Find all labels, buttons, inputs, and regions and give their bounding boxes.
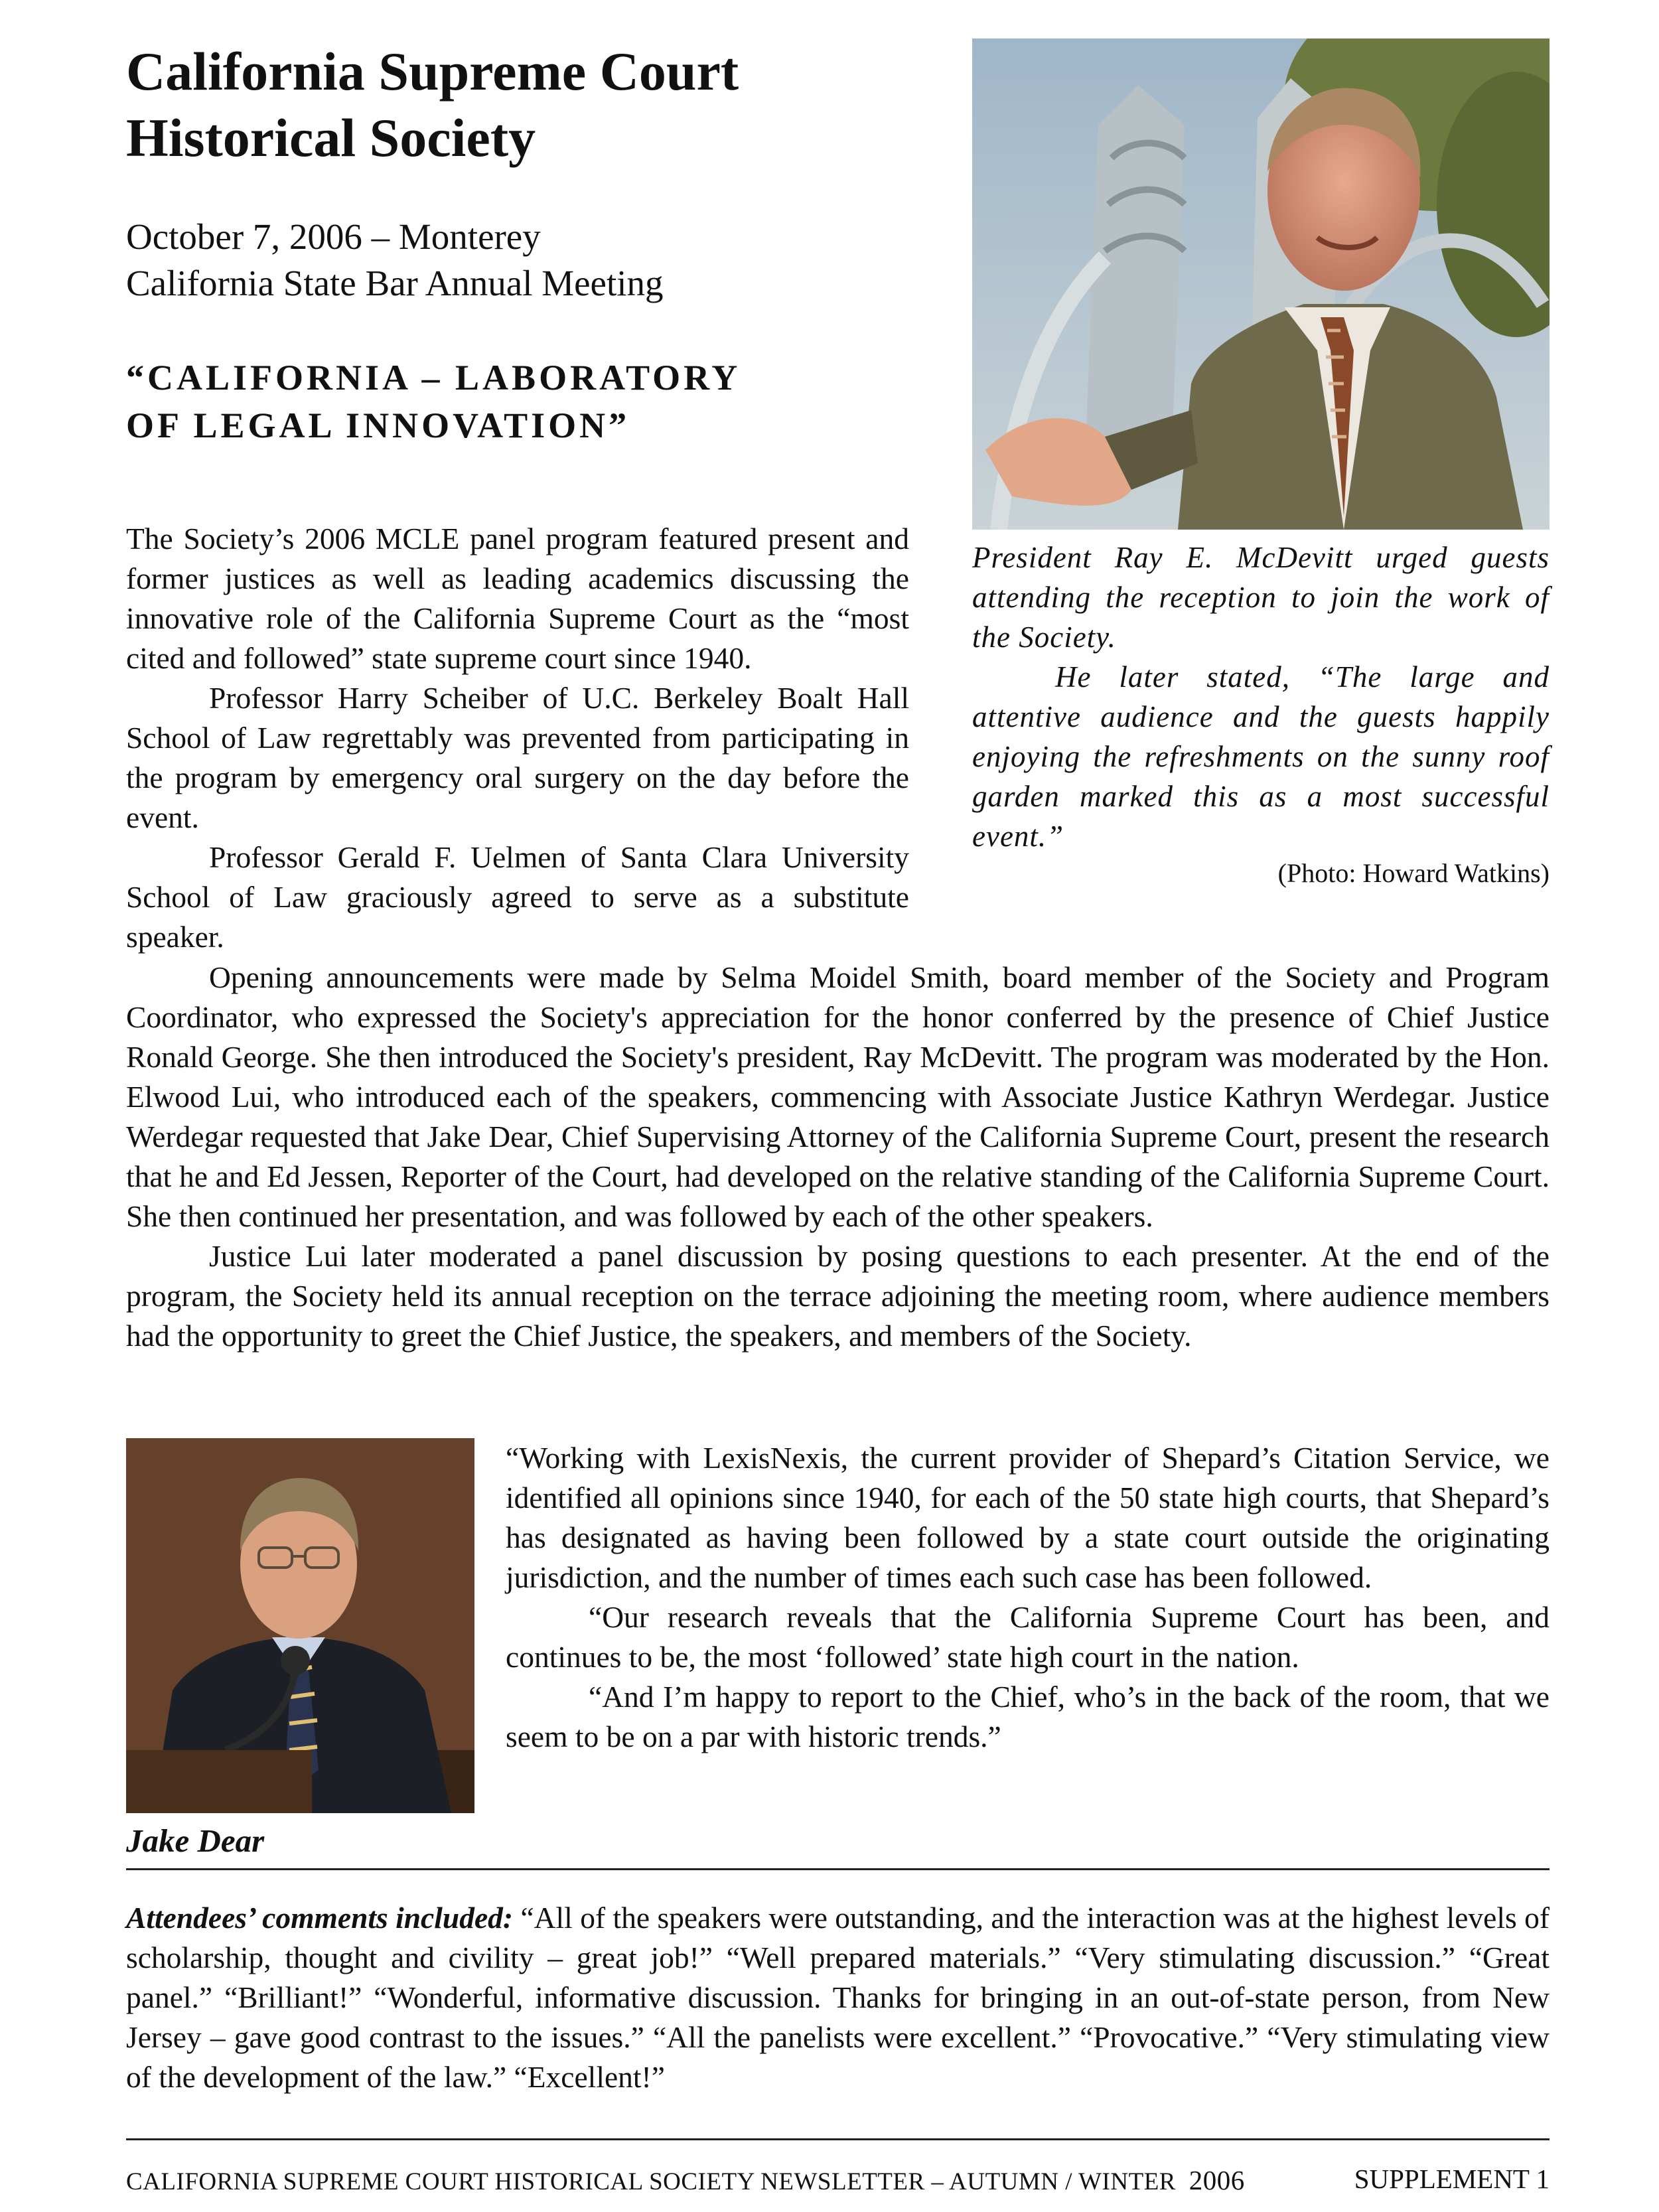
section-divider — [126, 1868, 1550, 1870]
photo-caption-ray-mcdevitt — [972, 538, 1550, 856]
footer-year: 2006 — [1189, 2165, 1245, 2195]
body-paragraph: Justice Lui later moderated a panel discussion by posing questions to each presenter. At the end of the program, the Society held its annual reception on the terrace adjoining the meeting room, where audience members had the opportunity to greet the Chief Justice, the speakers, and members of the Society. — [126, 1239, 1550, 1353]
caption-paragraph: President Ray E. McDevitt urged guests attending the reception to join the work of the Society. — [972, 541, 1550, 654]
attendee-comments — [126, 1898, 1550, 2097]
quote-paragraph: “Working with LexisNexis, the current provider of Shepard’s Citation Service, we identified all opinions since 1940, for each of the 50 state high courts, that Shepard’s has designated as having been followed by a state court outside the originating jurisdiction, and the number of times each such case has been followed. — [506, 1441, 1550, 1594]
intro-paragraph: The Society’s 2006 MCLE panel program featured present and former justices as well as leading academics discussing the innovative role of the California Supreme Court as the “most cited and followed” state supreme court since 1940. — [126, 522, 909, 675]
caption-paragraph: He later stated, “The large and attentive audience and the guests happily enjoying the refreshments on the sunny roof garden marked this as a most successful event.” — [972, 660, 1550, 853]
comments-text: “All of the speakers were outstanding, and the interaction was at the highest levels of scholarship, thought and civility – great job!” “Well prepared materials.” “Very stimulating discussion.” “Great panel.” “Brilliant!” “Wonderful, informative discussion. Thanks for bringing in an out-of-state person, from New Jersey – gave good contrast to the issues.” “All the panelists were excellent.” “Provocative.” “Very stimulating view of the development of the law.” “Excellent!” — [126, 1901, 1550, 2094]
quote-paragraph: “Our research reveals that the California Supreme Court has been, and continues to be, the most ‘followed’ state high court in the nation. — [506, 1600, 1550, 1674]
theme-line-1: “CALIFORNIA – LABORATORY — [126, 358, 741, 398]
event-line: California State Bar Annual Meeting — [126, 263, 664, 303]
footer-publication — [126, 2164, 1245, 2199]
intro-column — [126, 519, 909, 957]
intro-paragraph: Professor Harry Scheiber of U.C. Berkeley Boalt Hall School of Law regrettably was prevented from participating in the program by emergency oral surgery on the day before the event. — [126, 681, 909, 834]
main-body — [126, 958, 1550, 1356]
event-dateline — [126, 214, 922, 307]
theme-line-2: OF LEGAL INNOVATION” — [126, 406, 630, 445]
intro-paragraph: Professor Gerald F. Uelmen of Santa Clara University School of Law graciously agreed to serve as a substitute speaker. — [126, 840, 909, 954]
comments-lead: Attendees’ comments included: — [126, 1901, 514, 1935]
title-line-1: California Supreme Court — [126, 41, 739, 102]
photo-label-jake-dear: Jake Dear — [126, 1822, 265, 1859]
program-theme — [126, 354, 922, 449]
photo-ray-mcdevitt — [972, 38, 1550, 530]
body-paragraph: Opening announcements were made by Selma Moidel Smith, board member of the Society and Program Coordinator, who expressed the Society's appreciation for the honor conferred by the presence of Chief Justice Ronald George. She then introduced the Society's president, Ray McDevitt. The program was moderated by the Hon. Elwood Lui, who introduced each of the speakers, commencing with Associate Justice Kathryn Werdegar. Justice Werdegar requested that Jake Dear, Chief Supervising Attorney of the California Supreme Court, present the research that he and Ed Jessen, Reporter of the Court, had developed on the relative standing of the California Supreme Court. She then continued her presentation, and was followed by each of the other speakers. — [126, 960, 1550, 1233]
title-line-2: Historical Society — [126, 108, 536, 168]
photo-jake-dear-image — [126, 1438, 474, 1813]
jake-dear-quote — [506, 1438, 1550, 1757]
page-title — [126, 38, 922, 171]
footer-divider — [126, 2138, 1550, 2140]
photo-jake-dear — [126, 1438, 474, 1813]
photo-ray-mcdevitt-image — [972, 38, 1550, 530]
quote-paragraph: “And I’m happy to report to the Chief, who’s in the back of the room, that we seem to be on a par with historic trends.” — [506, 1680, 1550, 1753]
photo-credit: (Photo: Howard Watkins) — [1277, 858, 1550, 888]
footer-publication-name: CALIFORNIA SUPREME COURT HISTORICAL SOCIETY NEWSLETTER – AUTUMN / WINTER — [126, 2168, 1176, 2195]
footer-page-number: SUPPLEMENT 1 — [1354, 2164, 1550, 2194]
date-line: October 7, 2006 – Monterey — [126, 216, 541, 257]
